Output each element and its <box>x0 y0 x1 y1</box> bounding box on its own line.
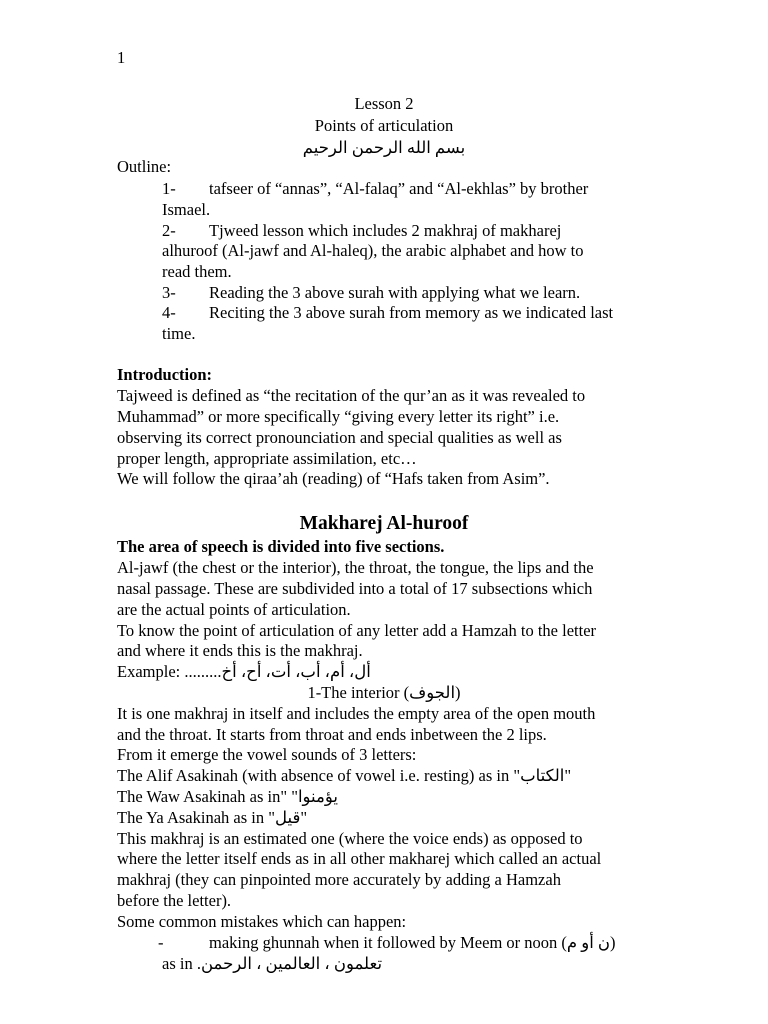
outline-text: Reading the 3 above surah with applying what we learn. <box>209 283 581 302</box>
alif-text: The Alif Asakinah (with absence of vowel i.e. resting) as in " <box>117 766 521 785</box>
makharej-bold-line: The area of speech is divided into five sections. <box>117 537 445 556</box>
outline-item-4-cont: time. <box>162 324 196 343</box>
introduction-line: observing its correct pronounciation and special qualities as well as <box>117 428 562 447</box>
body-line: It is one makhraj in itself and includes the empty area of the open mouth <box>117 704 596 723</box>
estimate-line: before the letter). <box>117 891 232 910</box>
makharej-heading: Makharej Al-huroof <box>299 513 469 534</box>
introduction-heading: Introduction: <box>117 365 213 384</box>
lesson-subtitle: Points of articulation <box>314 116 454 135</box>
waw-line <box>117 787 338 807</box>
estimate-line: This makhraj is an estimated one (where the voice ends) as opposed to <box>117 829 583 848</box>
outline-number: 3- <box>162 283 176 302</box>
example-line <box>117 662 371 682</box>
page-number: 1 <box>117 48 126 67</box>
body-line: From it emerge the vowel sounds of 3 letters: <box>117 745 417 764</box>
basmala-text: بسم الله الرحمن الرحيم <box>302 138 466 157</box>
outline-item-4 <box>162 303 613 323</box>
section-title-arabic: (الجوف) <box>403 683 461 702</box>
makharej-line: To know the point of articulation of any letter add a Hamzah to the letter <box>117 621 597 640</box>
outline-item-2-cont: read them. <box>162 262 232 281</box>
ya-arabic: قيل <box>274 808 301 827</box>
ya-quote: " <box>300 808 308 827</box>
alif-arabic: الكتاب <box>520 766 565 785</box>
example-arabic: أل، أم، أب، أت، أح، أخ......... <box>184 662 371 681</box>
mistake-examples-arabic: تعلمون ، العالمين ، الرحمن. <box>196 954 383 973</box>
outline-item-3 <box>162 283 580 303</box>
estimate-line: makhraj (they can pinpointed more accurately by adding a Hamzah <box>117 870 561 889</box>
outline-number: 1- <box>162 179 176 198</box>
waw-text: The Waw Asakinah as in" " <box>117 787 298 806</box>
introduction-line: proper length, appropriate assimilation, etc… <box>117 449 417 468</box>
mistake-text: making ghunnah when it followed by Meem or noon ( <box>209 933 567 952</box>
outline-text: Tjweed lesson which includes 2 makhraj of makharej <box>209 221 562 240</box>
section-title <box>0 683 768 703</box>
alif-line <box>117 766 571 786</box>
section-title-text: 1-The interior <box>307 683 400 702</box>
lesson-title: Lesson 2 <box>354 94 414 113</box>
waw-arabic: يؤمنوا <box>297 787 338 806</box>
mistake-close: ) <box>610 933 616 952</box>
outline-item-1 <box>162 179 588 199</box>
estimate-line: Some common mistakes which can happen: <box>117 912 407 931</box>
alif-quote: " <box>564 766 572 785</box>
outline-item-2 <box>162 221 561 241</box>
makharej-line: and where it ends this is the makhraj. <box>117 641 363 660</box>
outline-text: tafseer of “annas”, “Al-falaq” and “Al-ekhlas” by brother <box>209 179 589 198</box>
mistake-item <box>158 933 616 953</box>
body-line: and the throat. It starts from throat and ends inbetween the 2 lips. <box>117 725 547 744</box>
ya-line <box>117 808 307 828</box>
introduction-line: Muhammad” or more specifically “giving every letter its right” i.e. <box>117 407 560 426</box>
makharej-line: are the actual points of articulation. <box>117 600 351 619</box>
outline-number: 2- <box>162 221 176 240</box>
outline-item-2-cont: alhuroof (Al-jawf and Al-haleq), the arabic alphabet and how to <box>162 241 584 260</box>
mistake-examples <box>162 954 382 974</box>
bullet-dash: - <box>158 933 164 952</box>
makharej-line: nasal passage. These are subdivided into a total of 17 subsections which <box>117 579 593 598</box>
estimate-line: where the letter itself ends as in all other makharej which called an actual <box>117 849 602 868</box>
outline-number: 4- <box>162 303 176 322</box>
outline-text: Reciting the 3 above surah from memory as we indicated last <box>209 303 614 322</box>
example-label: Example: <box>117 662 181 681</box>
introduction-line: We will follow the qiraa’ah (reading) of “Hafs taken from Asim”. <box>117 469 550 488</box>
outline-item-1-cont: Ismael. <box>162 200 211 219</box>
ya-text: The Ya Asakinah as in " <box>117 808 275 827</box>
as-in-label: as in <box>162 954 193 973</box>
introduction-line: Tajweed is defined as “the recitation of the qur’an as it was revealed to <box>117 386 586 405</box>
makharej-line: Al-jawf (the chest or the interior), the throat, the tongue, the lips and the <box>117 558 594 577</box>
basmala <box>0 138 768 158</box>
mistake-arabic: ن أو م <box>566 933 611 952</box>
outline-label: Outline: <box>117 157 172 176</box>
